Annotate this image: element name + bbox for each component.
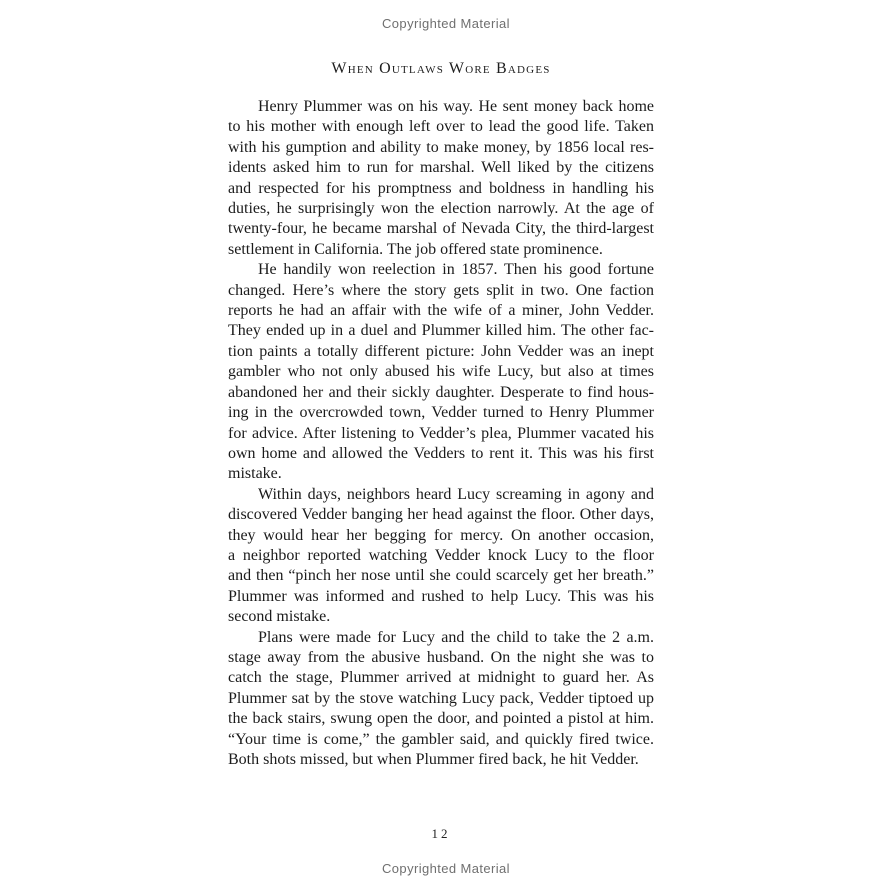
body-text-column (228, 97, 654, 770)
text-line: duties, he surprisingly won the election narrowly. At the age of (228, 200, 654, 218)
text-line: ing in the overcrowded town, Vedder turned to Henry Plummer (228, 404, 654, 422)
text-line: Plans were made for Lucy and the child to take the 2 a.m. (258, 628, 654, 646)
text-line: and respected for his promptness and boldness in handling his (228, 179, 654, 197)
text-line: “Your time is come,” the gambler said, and quickly fired twice. (228, 730, 654, 748)
text-line: catch the stage, Plummer arrived at midnight to guard her. As (228, 669, 654, 687)
text-line: second mistake. (228, 608, 331, 626)
text-line: They ended up in a duel and Plummer killed him. The other fac- (228, 322, 654, 340)
text-line: Plummer sat by the stove watching Lucy pack, Vedder tiptoed up (228, 689, 654, 707)
text-line: the back stairs, swung open the door, and pointed a pistol at him. (228, 710, 654, 728)
text-line: stage away from the abusive husband. On the night she was to (228, 648, 654, 666)
text-line: to his mother with enough left over to lead the good life. Taken (228, 118, 654, 136)
text-line: settlement in California. The job offered state prominence. (228, 240, 603, 258)
text-line: Henry Plummer was on his way. He sent money back home (258, 98, 654, 115)
text-line: abandoned her and their sickly daughter. Desperate to find hous- (228, 383, 654, 401)
text-line: twenty-four, he became marshal of Nevada City, the third-largest (228, 220, 654, 238)
paragraph (228, 628, 654, 771)
page-number: 12 (431, 826, 451, 841)
text-line: with his gumption and ability to make money, by 1856 local res- (228, 138, 654, 156)
text-line: for advice. After listening to Vedder’s plea, Plummer vacated his (228, 424, 654, 442)
paragraph (228, 97, 654, 260)
text-line: mistake. (228, 465, 282, 483)
text-line: Both shots missed, but when Plummer fired back, he hit Vedder. (228, 751, 639, 768)
text-line: own home and allowed the Vedders to rent it. This was his first (228, 444, 654, 462)
text-line: Plummer was informed and rushed to help Lucy. This was his (228, 587, 654, 605)
paragraph (228, 260, 654, 484)
text-line: discovered Vedder banging her head against the floor. Other days, (228, 506, 654, 524)
text-line: they would hear her begging for mercy. On another occasion, (228, 526, 654, 544)
paragraph (228, 485, 654, 628)
copyright-notice-bottom: Copyrighted Material (382, 861, 510, 876)
text-line: changed. Here’s where the story gets split in two. One faction (228, 281, 654, 299)
text-line: idents asked him to run for marshal. Well liked by the citizens (228, 159, 654, 177)
copyright-notice-top: Copyrighted Material (382, 16, 510, 31)
running-head: When Outlaws Wore Badges (331, 60, 551, 77)
text-line: tion paints a totally different picture: John Vedder was an inept (228, 342, 654, 360)
text-line: a neighbor reported watching Vedder knock Lucy to the floor (228, 546, 654, 564)
text-line: gambler who not only abused his wife Lucy, but also at times (228, 363, 654, 381)
text-line: and then “pinch her nose until she could scarcely get her breath.” (228, 567, 654, 585)
text-line: He handily won reelection in 1857. Then his good fortune (258, 261, 654, 279)
text-line: Within days, neighbors heard Lucy screaming in agony and (258, 485, 654, 503)
text-line: reports he had an affair with the wife of a miner, John Vedder. (228, 302, 654, 320)
